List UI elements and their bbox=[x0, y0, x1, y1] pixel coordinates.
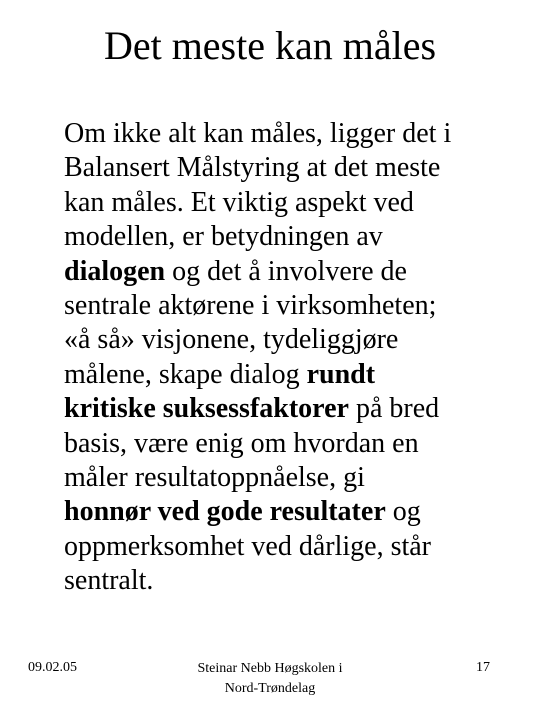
body-line bbox=[64, 255, 514, 289]
body-line bbox=[64, 427, 514, 461]
body-line bbox=[64, 151, 514, 185]
body-emphasis: kritiske suksessfaktorer bbox=[64, 393, 349, 425]
body-run: målene, skape dialog bbox=[64, 358, 307, 390]
body-line bbox=[64, 495, 514, 529]
slide-title: Det meste kan måles bbox=[103, 23, 437, 68]
body-run: oppmerksomhet ved dårlige, står bbox=[64, 530, 432, 562]
body-run: på bred bbox=[348, 393, 440, 425]
slide-body-text bbox=[64, 117, 514, 599]
body-run: «å så» visjonene, tydeliggjøre bbox=[64, 324, 399, 356]
body-run: og bbox=[385, 496, 421, 528]
footer-author-line-1: Steinar Nebb Høgskolen i bbox=[197, 661, 343, 676]
body-run: sentrale aktørene i virksomheten; bbox=[64, 290, 437, 322]
body-emphasis: honnør ved gode resultater bbox=[64, 496, 386, 528]
body-line bbox=[64, 289, 514, 323]
body-line bbox=[64, 220, 514, 254]
body-emphasis: dialogen bbox=[64, 255, 166, 287]
body-line bbox=[64, 530, 514, 564]
body-run: kan måles. Et viktig aspekt ved bbox=[64, 186, 414, 218]
body-line bbox=[64, 117, 514, 151]
footer-date: 09.02.05 bbox=[28, 660, 77, 675]
body-line bbox=[64, 358, 514, 392]
body-run: måler resultatoppnåelse, gi bbox=[64, 462, 365, 494]
footer-author-line-2: Nord-Trøndelag bbox=[224, 681, 316, 696]
footer-page-number: 17 bbox=[476, 660, 490, 675]
body-line bbox=[64, 461, 514, 495]
body-run: og det å involvere de bbox=[165, 255, 407, 287]
body-line bbox=[64, 323, 514, 357]
body-run: Om ikke alt kan måles, ligger det i bbox=[64, 118, 452, 149]
body-line bbox=[64, 392, 514, 426]
body-run: basis, være enig om hvordan en bbox=[64, 427, 419, 459]
body-run: sentralt. bbox=[64, 565, 154, 597]
body-line bbox=[64, 564, 514, 598]
body-run: Balansert Målstyring at det meste bbox=[64, 152, 441, 184]
body-run: modellen, er betydningen av bbox=[64, 221, 383, 253]
footer-author bbox=[170, 659, 370, 699]
body-emphasis: rundt bbox=[306, 358, 376, 390]
body-line bbox=[64, 186, 514, 220]
